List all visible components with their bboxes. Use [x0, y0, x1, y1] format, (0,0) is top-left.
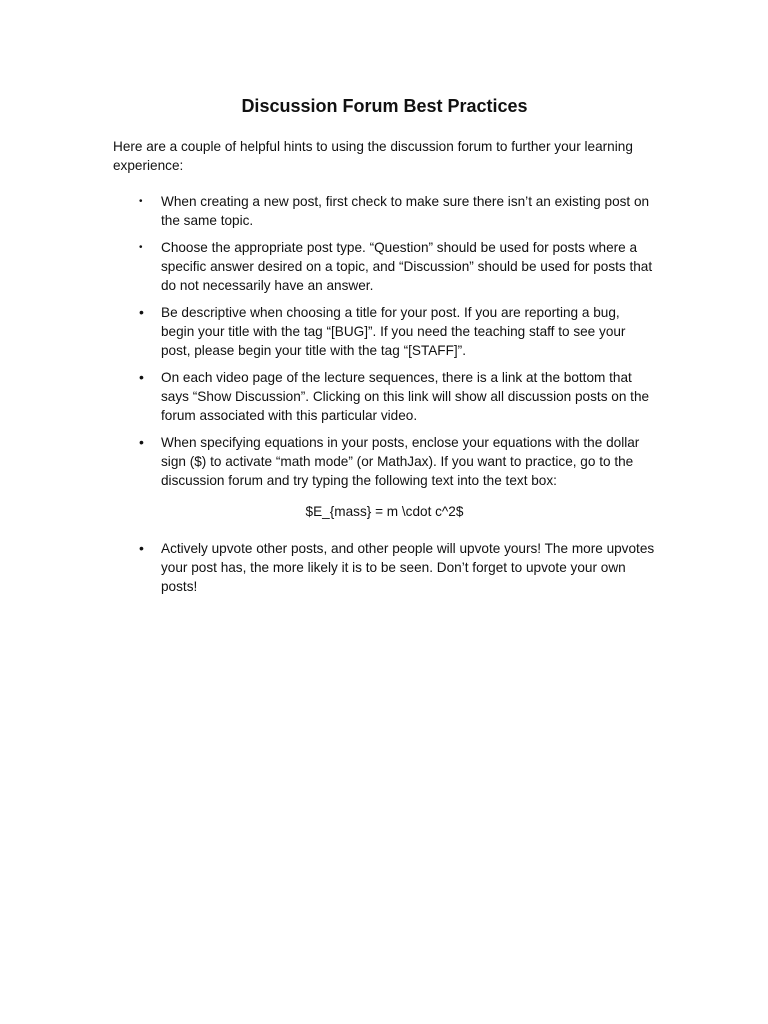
bullet-marker: •: [139, 304, 144, 320]
list-item-text: Choose the appropriate post type. “Question” should be used for posts where a specific answer desired on a topic, and “Discussion” should be used for posts that do not necessarily have an answer.: [161, 240, 653, 293]
intro-paragraph: Here are a couple of helpful hints to using the discussion forum to further your learning experience:: [113, 139, 633, 173]
bullet-marker: •: [139, 369, 144, 385]
bullet-marker: •: [139, 434, 144, 450]
equation-example: $E_{mass} = m \cdot c^2$: [305, 504, 464, 519]
list-item-text: When creating a new post, first check to make sure there isn’t an existing post on the same topic.: [161, 194, 650, 228]
hints-list-continued: [113, 539, 656, 596]
document-title: Discussion Forum Best Practices: [241, 96, 528, 116]
list-item-text: When specifying equations in your posts, enclose your equations with the dollar sign ($) to activate “math mode” (or MathJax). If you want to practice, go to the discussion forum and try typing the following text into the text box:: [161, 435, 640, 488]
list-item: [113, 192, 656, 230]
list-item: [113, 368, 656, 425]
list-item-text: Be descriptive when choosing a title for your post. If you are reporting a bug, begin your title with the tag “[BUG]”. If you need the teaching staff to see your post, please begin your title with the tag “[STAFF]”.: [161, 305, 626, 358]
list-item-text: On each video page of the lecture sequences, there is a link at the bottom that says “Show Discussion”. Clicking on this link will show all discussion posts on the forum associated with this particular video.: [161, 370, 650, 423]
bullet-marker: •: [139, 196, 143, 207]
list-item: [113, 539, 656, 596]
list-item: [113, 238, 656, 295]
list-item: [113, 433, 656, 490]
list-item-text: Actively upvote other posts, and other people will upvote yours! The more upvotes your post has, the more likely it is to be seen. Don’t forget to upvote your own posts!: [161, 541, 655, 594]
list-item: [113, 303, 656, 360]
hints-list: [113, 192, 656, 490]
bullet-marker: •: [139, 242, 143, 253]
bullet-marker: •: [139, 540, 144, 556]
